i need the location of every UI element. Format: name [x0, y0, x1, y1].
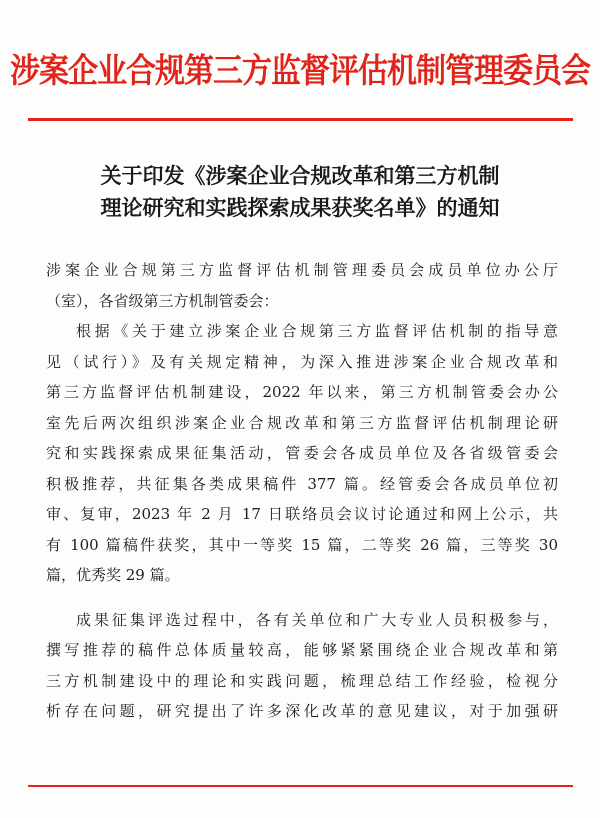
- paragraph1-line: 究和实践探索成果征集活动，管委会各成员单位及各省级管委会: [46, 444, 558, 462]
- paragraph1-line: 有 100 篇稿件获奖，其中一等奖 15 篇，二等奖 26 篇，三等奖 30: [46, 535, 558, 554]
- document-body: [46, 255, 558, 727]
- salutation-line-1: 涉案企业合规第三方监督评估机制管理委员会成员单位办公厅: [46, 261, 558, 279]
- paragraph2-line: 成果征集评选过程中，各有关单位和广大专业人员积极参与，: [76, 610, 558, 629]
- paragraph1-line: 第三方监督评估机制建设，2022 年以来，第三方机制管委会办公: [46, 383, 558, 401]
- title-line-1: 关于印发《涉案企业合规改革和第三方机制: [100, 164, 500, 188]
- header-red-rule: [28, 118, 573, 121]
- paragraph2-line: 三方机制建设中的理论和实践问题，梳理总结工作经验，检视分: [46, 671, 558, 690]
- title-line-2: 理论研究和实践探索成果获奖名单》的通知: [100, 196, 500, 220]
- paragraph1-line: 根据《关于建立涉案企业合规第三方监督评估机制的指导意: [76, 322, 558, 340]
- paragraph1-line: 篇，优秀奖 29 篇。: [46, 566, 180, 584]
- paragraph2-line: 析存在问题，研究提出了许多深化改革的意见建议，对于加强研: [46, 702, 558, 720]
- paragraph1-line: 积极推荐，共征集各类成果稿件 377 篇。经管委会各成员单位初: [46, 474, 558, 493]
- paragraph1-line: 见（试行）》及有关规定精神，为深入推进涉案企业合规改革和: [46, 352, 558, 371]
- paragraph1-line: 审、复审，2023 年 2 月 17 日联络员会议讨论通过和网上公示，共: [46, 505, 558, 523]
- paragraph2-line: 撰写推荐的稿件总体质量较高，能够紧紧围绕企业合规改革和第: [46, 641, 558, 659]
- paragraph-gap: [46, 591, 558, 605]
- footer-red-rule: [28, 785, 573, 787]
- issuer-header: 涉案企业合规第三方监督评估机制管理委员会: [10, 51, 590, 92]
- paragraph1-line: 室先后两次组织涉案企业合规改革和第三方监督评估机制理论研: [46, 413, 558, 432]
- salutation-line-2: （室），各省级第三方机制管委会：: [46, 291, 279, 310]
- document-title: [0, 160, 600, 224]
